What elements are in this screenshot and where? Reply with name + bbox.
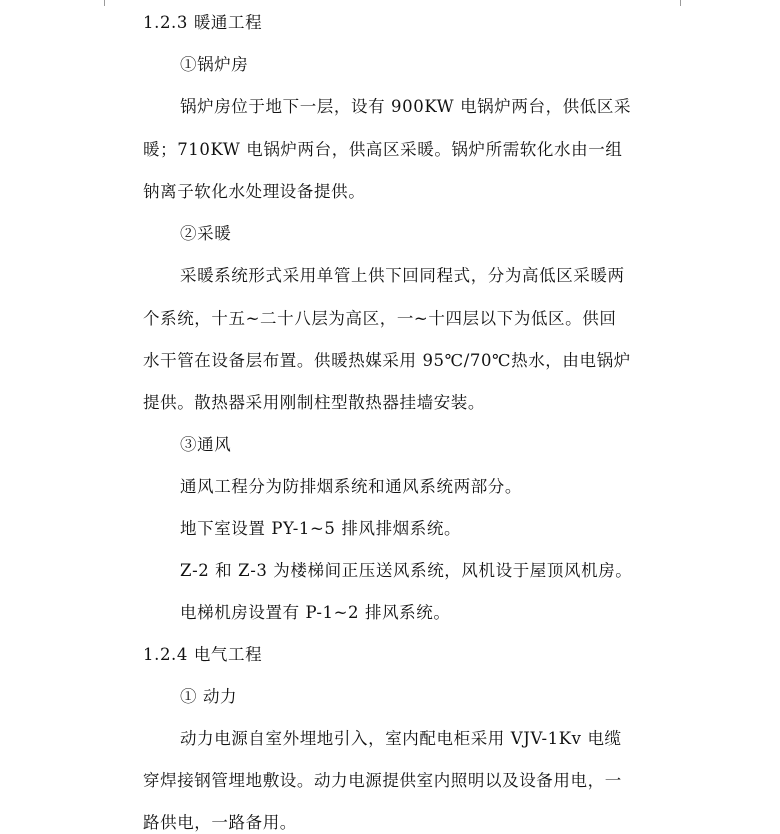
- subsection-title-power: ① 动力: [180, 687, 238, 706]
- page-corner-mark-right: [680, 0, 705, 6]
- subsection-title-boiler-room: ①锅炉房: [180, 55, 249, 74]
- paragraph-line: 动力电源自室外埋地引入，室内配电柜采用 VJV-1Kv 电缆: [180, 729, 622, 748]
- paragraph-line: 通风工程分为防排烟系统和通风系统两部分。: [180, 477, 522, 496]
- paragraph-line: 地下室设置 PY-1~5 排风排烟系统。: [180, 519, 462, 538]
- paragraph-line: 电梯机房设置有 P-1~2 排风系统。: [180, 603, 451, 622]
- page-corner-mark-left: [80, 0, 105, 6]
- paragraph-line: 水干管在设备层布置。供暖热媒采用 95℃/70℃热水，由电锅炉: [143, 351, 631, 370]
- paragraph-line: 锅炉房位于地下一层，设有 900KW 电锅炉两台，供低区采: [180, 97, 632, 116]
- paragraph-line: 路供电，一路备用。: [143, 813, 297, 832]
- paragraph-line: 提供。散热器采用刚制柱型散热器挂墙安装。: [143, 393, 485, 412]
- paragraph-line: Z-2 和 Z-3 为楼梯间正压送风系统，风机设于屋顶风机房。: [180, 561, 633, 580]
- paragraph-line: 钠离子软化水处理设备提供。: [143, 182, 366, 201]
- paragraph-line: 采暖系统形式采用单管上供下回同程式，分为高低区采暖两: [180, 266, 625, 285]
- paragraph-line: 暖；710KW 电锅炉两台，供高区采暖。锅炉所需软化水由一组: [143, 140, 623, 159]
- subsection-title-heating: ②采暖: [180, 224, 232, 243]
- section-heading-hvac: 1.2.3 暖通工程: [143, 13, 263, 32]
- subsection-title-ventilation: ③通风: [180, 435, 232, 454]
- paragraph-line: 个系统，十五~二十八层为高区，一~十四层以下为低区。供回: [143, 309, 617, 328]
- paragraph-line: 穿焊接钢管埋地敷设。动力电源提供室内照明以及设备用电，一: [143, 771, 622, 790]
- section-heading-electrical: 1.2.4 电气工程: [143, 645, 263, 664]
